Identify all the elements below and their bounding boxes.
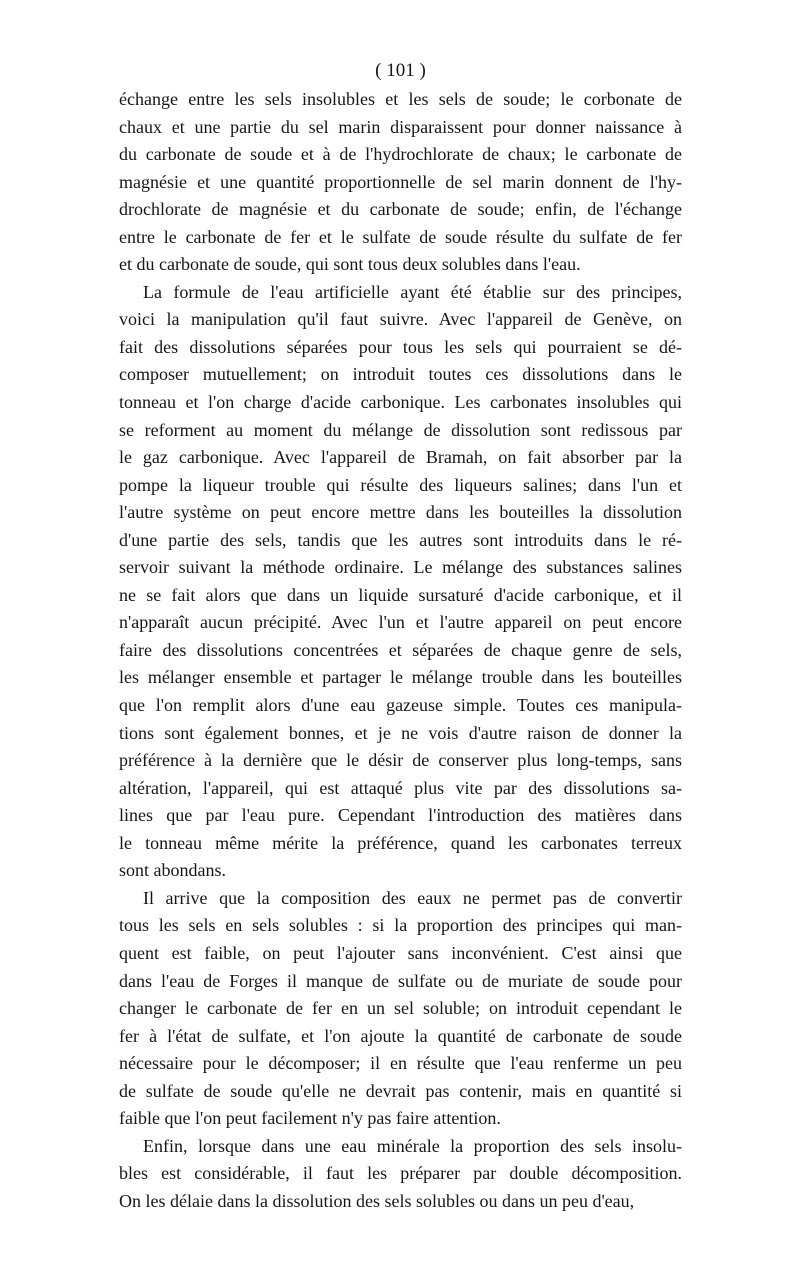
text-line: altération, l'appareil, qui est attaqué plus vite par des dissolutions sa-	[119, 777, 682, 798]
text-line: drochlorate de magnésie et du carbonate de soude; enfin, de l'échange	[119, 199, 682, 220]
text-line: tonneau et l'on charge d'acide carbonique. Les carbonates insolubles qui	[119, 392, 682, 413]
text-line: les mélanger ensemble et partager le mélange trouble dans les bouteilles	[119, 667, 682, 688]
text-line: échange entre les sels insolubles et les sels de soude; le corbonate de	[119, 89, 682, 109]
text-line: voici la manipulation qu'il faut suivre. Avec l'appareil de Genève, on	[119, 309, 682, 330]
paragraph	[119, 885, 682, 1133]
text-line: le tonneau même mérite la préférence, quand les carbonates terreux	[119, 832, 682, 853]
book-page	[119, 58, 682, 1215]
text-line: bles est considérable, il faut les préparer par double décomposition.	[119, 1163, 682, 1184]
text-line: On les délaie dans la dissolution des sels solubles ou dans un peu d'eau,	[119, 1190, 635, 1211]
text-line: Il arrive que la composition des eaux ne permet pas de convertir	[143, 887, 682, 908]
text-line: servoir suivant la méthode ordinaire. Le mélange des substances salines	[119, 557, 682, 578]
paragraph	[119, 279, 682, 885]
text-line: dans l'eau de Forges il manque de sulfate ou de muriate de soude pour	[119, 970, 682, 991]
text-line: nécessaire pour le décomposer; il en résulte que l'eau renferme un peu	[119, 1053, 682, 1074]
text-line: composer mutuellement; on introduit toutes ces dissolutions dans le	[119, 364, 682, 385]
text-line: l'autre système on peut encore mettre dans les bouteilles la dissolution	[119, 502, 682, 523]
text-line: du carbonate de soude et à de l'hydrochlorate de chaux; le carbonate de	[119, 144, 682, 165]
page-number: ( 101 )	[375, 60, 426, 81]
text-line: changer le carbonate de fer en un sel soluble; on introduit cependant le	[119, 998, 682, 1019]
text-line: faible que l'on peut facilement n'y pas faire attention.	[119, 1108, 501, 1129]
text-line: que l'on remplit alors d'une eau gazeuse simple. Toutes ces manipula-	[119, 695, 682, 716]
text-line: le gaz carbonique. Avec l'appareil de Bramah, on fait absorber par la	[119, 447, 682, 468]
text-line: se reforment au moment du mélange de dissolution sont redissous par	[119, 419, 682, 440]
paragraph	[119, 1133, 682, 1216]
text-line: Enfin, lorsque dans une eau minérale la proportion des sels insolu-	[143, 1135, 682, 1156]
text-line: magnésie et une quantité proportionnelle de sel marin donnent de l'hy-	[119, 171, 682, 192]
text-line: fer à l'état de sulfate, et l'on ajoute la quantité de carbonate de soude	[119, 1025, 682, 1046]
text-line: pompe la liqueur trouble qui résulte des liqueurs salines; dans l'un et	[119, 474, 682, 495]
text-line: tous les sels en sels solubles : si la proportion des principes qui man-	[119, 915, 682, 936]
text-line: de sulfate de soude qu'elle ne devrait pas contenir, mais en quantité si	[119, 1080, 682, 1101]
text-line: d'une partie des sels, tandis que les autres sont introduits dans le ré-	[119, 529, 682, 550]
text-line: faire des dissolutions concentrées et séparées de chaque genre de sels,	[119, 639, 682, 660]
text-line: sont abondans.	[119, 860, 226, 881]
text-line: entre le carbonate de fer et le sulfate de soude résulte du sulfate de fer	[119, 226, 682, 247]
text-line: et du carbonate de soude, qui sont tous deux solubles dans l'eau.	[119, 254, 581, 275]
text-line: préférence à la dernière que le désir de conserver plus long-temps, sans	[119, 750, 682, 771]
text-line: fait des dissolutions séparées pour tous les sels qui pourraient se dé-	[119, 336, 682, 357]
text-line: quent est faible, on peut l'ajouter sans inconvénient. C'est ainsi que	[119, 942, 682, 963]
text-line: lines que par l'eau pure. Cependant l'introduction des matières dans	[119, 805, 682, 826]
text-body	[119, 86, 682, 1215]
text-line: ne se fait alors que dans un liquide sursaturé d'acide carbonique, et il	[119, 584, 682, 605]
text-line: tions sont également bonnes, et je ne vois d'autre raison de donner la	[119, 722, 682, 743]
text-line: n'apparaît aucun précipité. Avec l'un et l'autre appareil on peut encore	[119, 612, 682, 633]
paragraph	[119, 86, 682, 279]
text-line: La formule de l'eau artificielle ayant été établie sur des principes,	[143, 281, 682, 302]
text-line: chaux et une partie du sel marin disparaissent pour donner naissance à	[119, 116, 682, 137]
